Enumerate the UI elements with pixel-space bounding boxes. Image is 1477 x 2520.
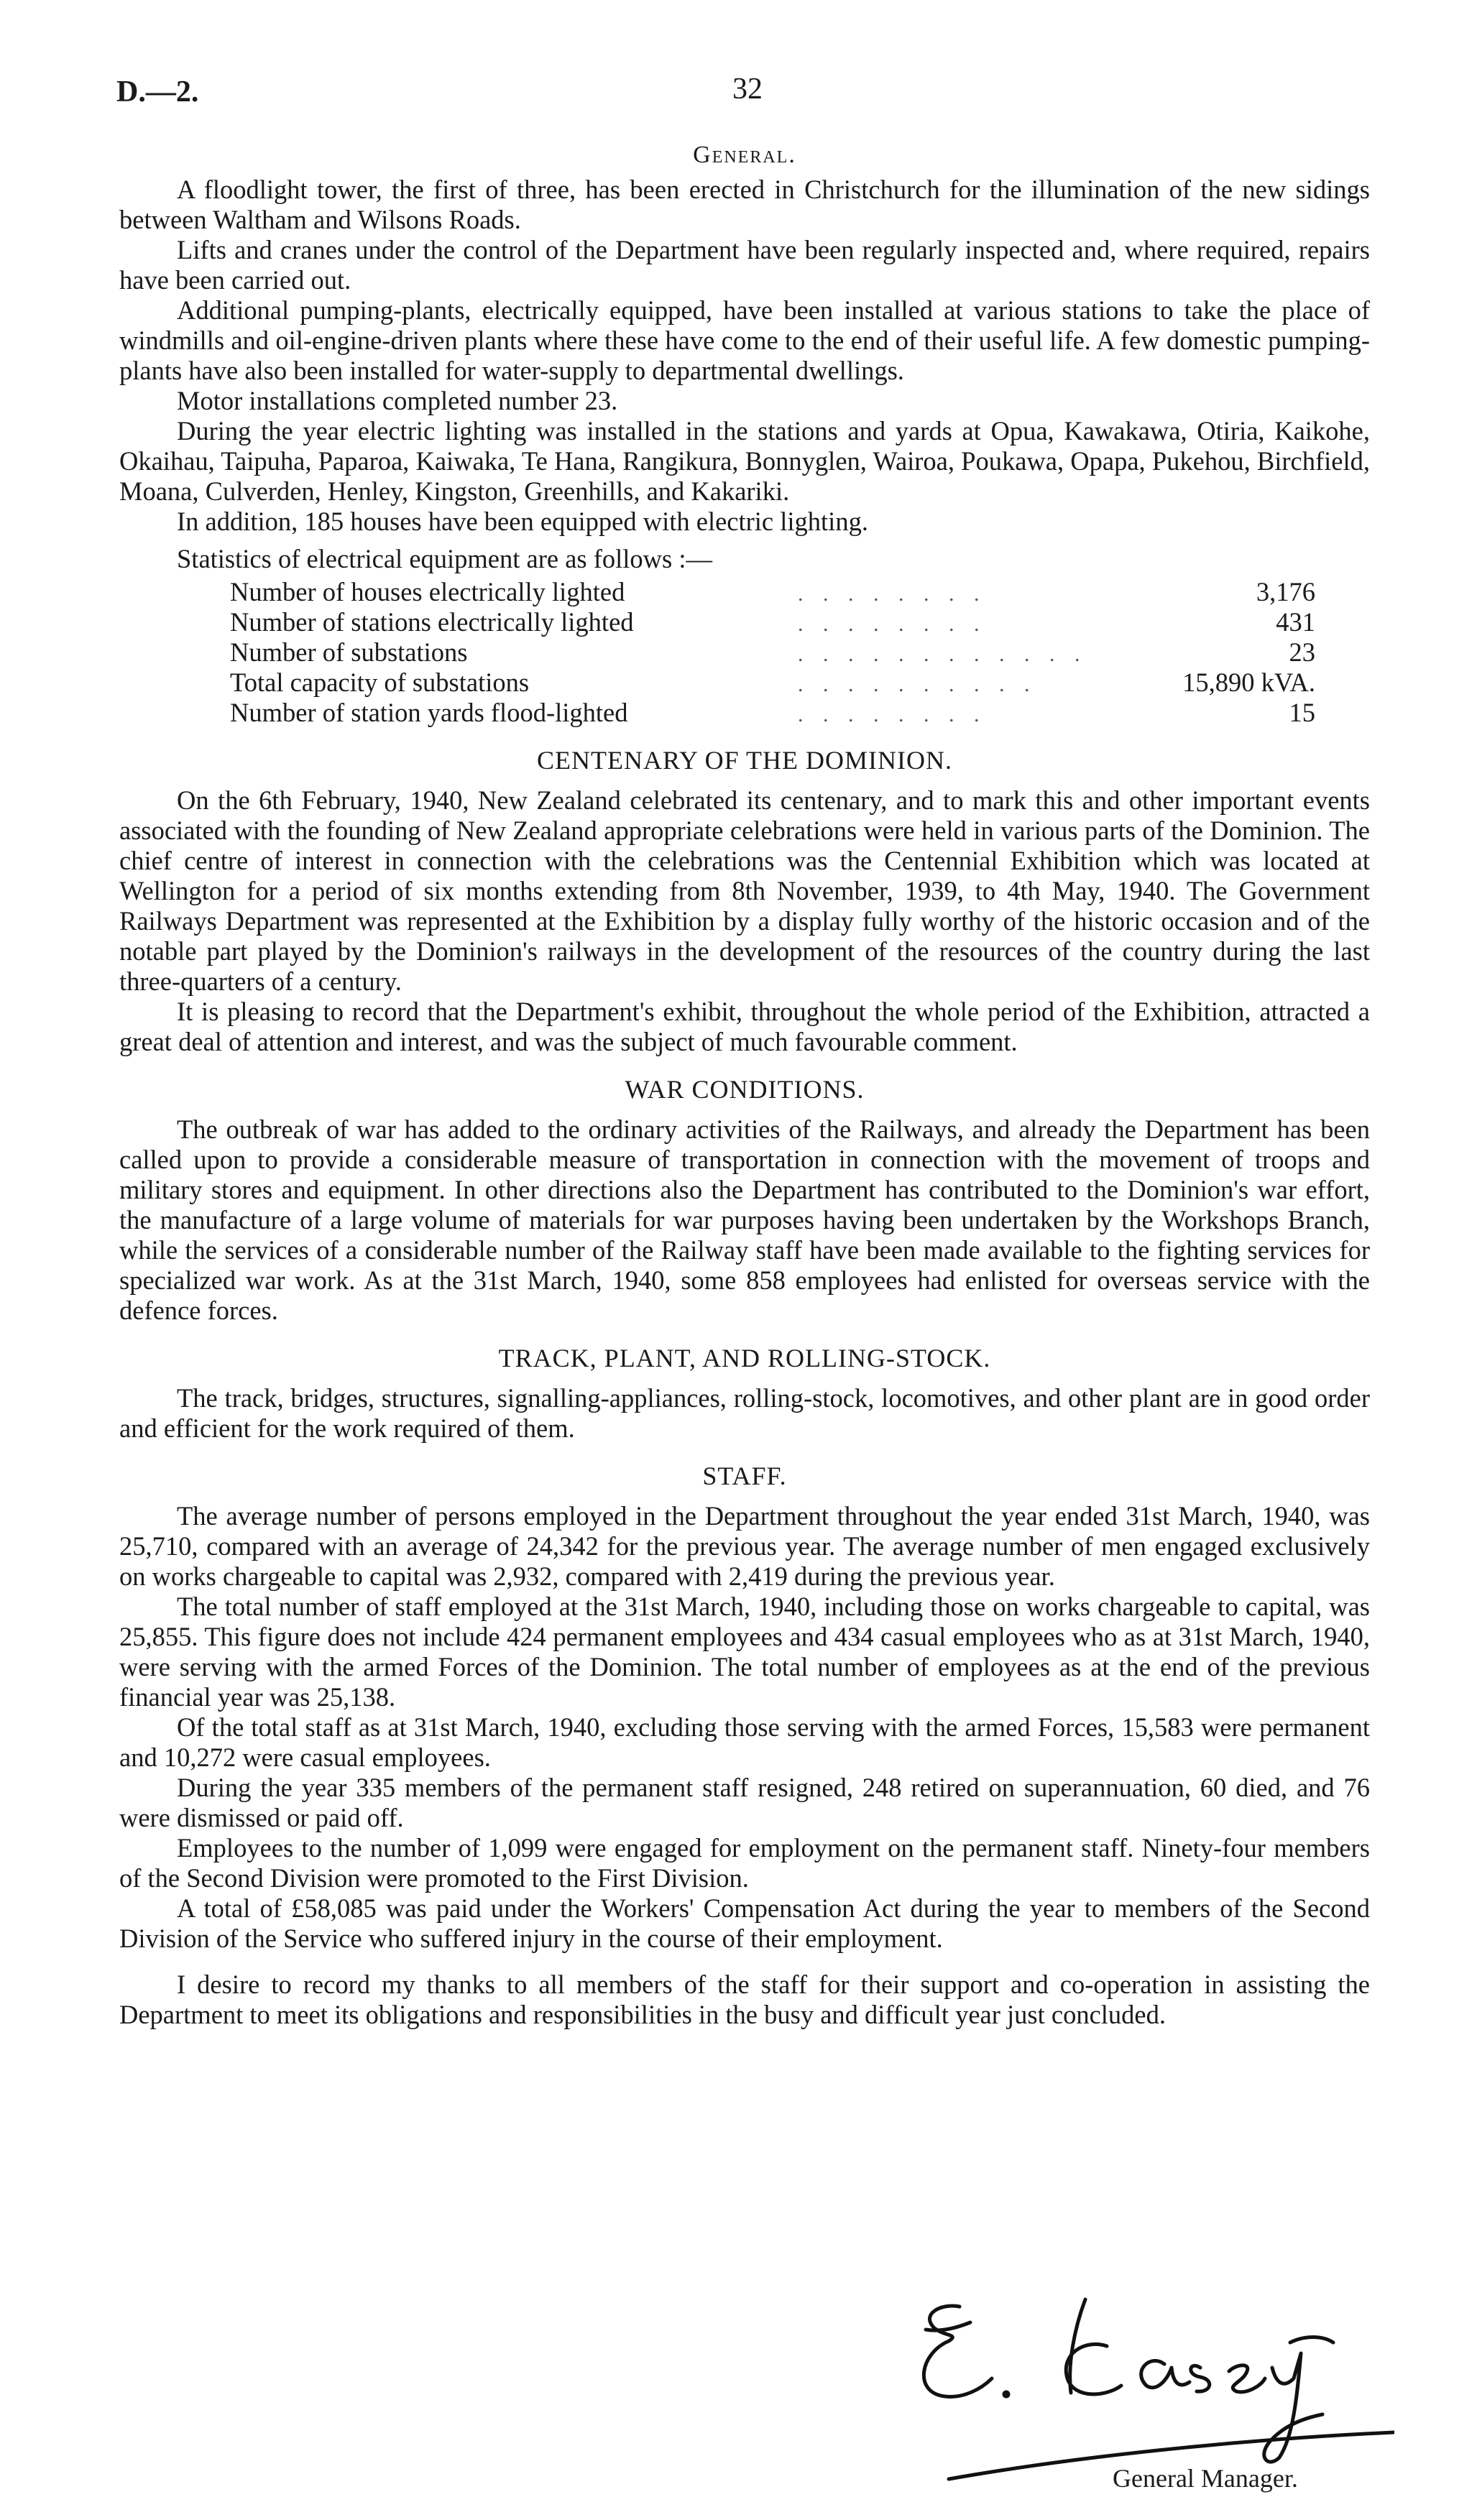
- section-heading-general: General.: [693, 142, 796, 168]
- statistics-row: [230, 577, 1351, 607]
- paragraph: A floodlight tower, the first of three, has been erected in Christchurch for the illumination of the new sidings between Waltham and Wilsons Roads.: [119, 175, 1370, 234]
- statistics-label: Total capacity of substations: [230, 668, 530, 697]
- statistics-table: [230, 577, 1351, 728]
- document-code: D.—2.: [116, 75, 199, 109]
- statistics-row: [230, 698, 1351, 728]
- paragraph: In addition, 185 houses have been equipped with electric lighting.: [177, 507, 868, 536]
- statistics-row: [230, 607, 1351, 637]
- closing-paragraph: I desire to record my thanks to all members of the staff for their support and co-operation in assisting the Department to meet its obligations and responsibilities in the busy and difficult year just concluded.: [119, 1970, 1370, 2029]
- section-heading-war: WAR CONDITIONS.: [625, 1075, 865, 1104]
- paragraph: The outbreak of war has added to the ordinary activities of the Railways, and already the Department has been called upon to provide a considerable measure of transportation in connection with the movement of troops and military stores and equipment. In other directions also the Department has contributed to the Dominion's war effort, the manufacture of a large volume of materials for war purposes having been undertaken by the Workshops Branch, while the services of a considerable number of the Railway staff have been made available to the fighting services for specialized war work. As at the 31st March, 1940, some 858 employees had enlisted for overseas service with the defence forces.: [119, 1114, 1370, 1325]
- spacer: [119, 1954, 1370, 1970]
- dot-leader: . . . . . . . . . . . .: [798, 642, 1087, 666]
- statistics-intro: Statistics of electrical equipment are as follows :—: [177, 544, 712, 573]
- paragraph: Employees to the number of 1,099 were engaged for employment on the permanent staff. Ninety-four members of the Second Division were promoted to the First Division.: [119, 1833, 1370, 1893]
- statistics-value: 15,890 kVA.: [1182, 668, 1315, 697]
- signatory-title: General Manager.: [1113, 2464, 1298, 2493]
- paragraph: During the year 335 members of the permanent staff resigned, 248 retired on superannuation, 60 died, and 76 were dismissed or paid off.: [119, 1773, 1370, 1832]
- statistics-value: 431: [1276, 607, 1315, 637]
- statistics-label: Number of substations: [230, 637, 468, 667]
- statistics-value: 3,176: [1256, 577, 1315, 606]
- document-body: [119, 140, 1370, 2030]
- dot-leader: . . . . . . . .: [798, 703, 987, 726]
- dot-leader: . . . . . . . .: [798, 582, 987, 606]
- statistics-value: 15: [1289, 698, 1315, 727]
- paragraph: Of the total staff as at 31st March, 1940, excluding those serving with the armed Forces, 15,583 were permanent and 10,272 were casual employees.: [119, 1712, 1370, 1772]
- statistics-label: Number of houses electrically lighted: [230, 577, 625, 606]
- dot-leader: . . . . . . . . . .: [798, 673, 1037, 696]
- statistics-value: 23: [1289, 637, 1315, 667]
- paragraph: The total number of staff employed at the 31st March, 1940, including those on works chargeable to capital, was 25,855. This figure does not include 424 permanent employees and 434 casual employees who as at 31st March, 1940, were serving with the armed Forces of the Dominion. The total number of employees as at the end of the previous financial year was 25,138.: [119, 1592, 1370, 1712]
- page-number: 32: [732, 73, 763, 106]
- paragraph: The track, bridges, structures, signalling-appliances, rolling-stock, locomotives, and other plant are in good order and efficient for the work required of them.: [119, 1383, 1370, 1443]
- dot-leader: . . . . . . . .: [798, 612, 987, 636]
- statistics-row: [230, 668, 1351, 698]
- paragraph: Additional pumping-plants, electrically equipped, have been installed at various stations to take the place of windmills and oil-engine-driven plants where these have come to the end of their useful life. A few domestic pumping-plants have also been installed for water-supply to departmental dwellings.: [119, 295, 1370, 385]
- statistics-label: Number of stations electrically lighted: [230, 607, 634, 637]
- statistics-label: Number of station yards flood-lighted: [230, 698, 628, 727]
- paragraph: The average number of persons employed in the Department throughout the year ended 31st March, 1940, was 25,710, compared with an average of 24,342 for the previous year. The average number of men engaged exclusively on works chargeable to capital was 2,932, compared with 2,419 during the previous year.: [119, 1501, 1370, 1591]
- section-heading-centenary: CENTENARY OF THE DOMINION.: [537, 746, 952, 775]
- section-heading-staff: STAFF.: [702, 1462, 787, 1490]
- paragraph: On the 6th February, 1940, New Zealand celebrated its centenary, and to mark this and other important events associated with the founding of New Zealand appropriate celebrations were held in various parts of the Dominion. The chief centre of interest in connection with the celebrations was the Centennial Exhibition which was located at Wellington for a period of six months extending from 8th November, 1939, to 4th May, 1940. The Government Railways Department was represented at the Exhibition by a display fully worthy of the historic occasion and of the notable part played by the Dominion's railways in the development of the resources of the country during the last three-quarters of a century.: [119, 785, 1370, 996]
- paragraph: Motor installations completed number 23.: [177, 386, 618, 415]
- statistics-row: [230, 637, 1351, 668]
- paragraph: Lifts and cranes under the control of the Department have been regularly inspected and, where required, repairs have been carried out.: [119, 235, 1370, 295]
- paragraph: During the year electric lighting was installed in the stations and yards at Opua, Kawakawa, Otiria, Kaikohe, Okaihau, Taipuha, Paparoa, Kaiwaka, Te Hana, Rangikura, Bonnyglen, Wairoa, Poukawa, Opapa, Pukehou, Birchfield, Moana, Culverden, Henley, Kingston, Greenhills, and Kakariki.: [119, 416, 1370, 506]
- paragraph: A total of £58,085 was paid under the Workers' Compensation Act during the year to members of the Second Division of the Service who suffered injury in the course of their employment.: [119, 1893, 1370, 1953]
- paragraph: It is pleasing to record that the Department's exhibit, throughout the whole period of the Exhibition, attracted a great deal of attention and interest, and was the subject of much favourable comment.: [119, 997, 1370, 1056]
- section-heading-track: TRACK, PLANT, AND ROLLING-STOCK.: [498, 1344, 991, 1372]
